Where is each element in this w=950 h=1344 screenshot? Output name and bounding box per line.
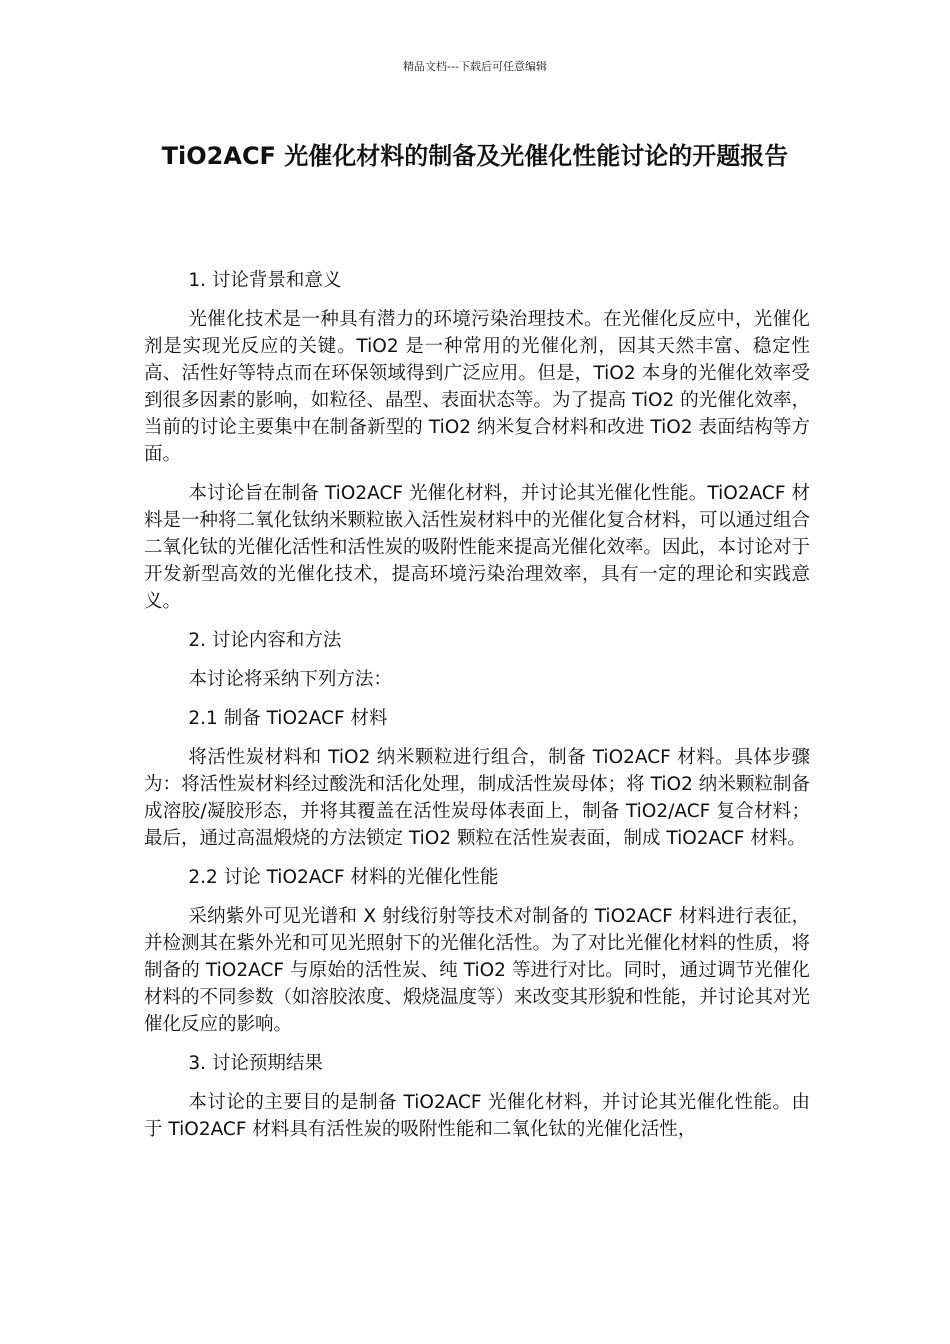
section-heading: 1. 讨论背景和意义: [188, 270, 342, 291]
subsection-heading: 2.2 讨论 TiO2ACF 材料的光催化性能: [188, 867, 499, 888]
document-body: [144, 267, 810, 1155]
header-note: 精品文档---下载后可任意编辑: [403, 60, 547, 73]
paragraph: 采纳紫外可见光谱和 X 射线衍射等技术对制备的 TiO2ACF 材料进行表征，并检测其在紫外光和可见光照射下的光催化活性。为了对比光催化材料的性质，将制备的 TiO2ACF 与原始的活性炭、纯 TiO2 等进行对比。同时，通过调节光催化材料的不同参数（如溶胶浓度、煅烧温度等）来改变其形貌和性能，并讨论其对光催化反应的影响。: [144, 906, 811, 1035]
paragraph: 本讨论的主要目的是制备 TiO2ACF 光催化材料，并讨论其光催化性能。由于 TiO2ACF 材料具有活性炭的吸附性能和二氧化钛的光催化活性，: [144, 1092, 810, 1140]
subsection-heading: 2.1 制备 TiO2ACF 材料: [188, 708, 388, 729]
paragraph: 光催化技术是一种具有潜力的环境污染治理技术。在光催化反应中，光催化剂是实现光反应的关键。TiO2 是一种常用的光催化剂，因其天然丰富、稳定性高、活性好等特点而在环保领域得到广泛应用。但是，TiO2 本身的光催化效率受到很多因素的影响，如粒径、晶型、表面状态等。为了提高 TiO2 的光催化效率，当前的讨论主要集中在制备新型的 TiO2 纳米复合材料和改进 TiO2 表面结构等方面。: [144, 309, 810, 465]
paragraph: 本讨论旨在制备 TiO2ACF 光催化材料，并讨论其光催化性能。TiO2ACF 材料是一种将二氧化钛纳米颗粒嵌入活性炭材料中的光催化复合材料，可以通过组合二氧化钛的光催化活性和活性炭的吸附性能来提高光催化效率。因此，本讨论对于开发新型高效的光催化技术，提高环境污染治理效率，具有一定的理论和实践意义。: [144, 483, 811, 612]
paragraph: 将活性炭材料和 TiO2 纳米颗粒进行组合，制备 TiO2ACF 材料。具体步骤为：将活性炭材料经过酸洗和活化处理，制成活性炭母体；将 TiO2 纳米颗粒制备成溶胶/凝胶形态，并将其覆盖在活性炭母体表面上，制备 TiO2/ACF 复合材料；最后，通过高温煅烧的方法锁定 TiO2 颗粒在活性炭表面，制成 TiO2ACF 材料。: [144, 747, 810, 849]
document-title: TiO2ACF 光催化材料的制备及光催化性能讨论的开题报告: [161, 142, 789, 170]
method-intro: 本讨论将采纳下列方法：: [188, 669, 392, 690]
section-heading: 3. 讨论预期结果: [188, 1053, 323, 1074]
section-heading: 2. 讨论内容和方法: [188, 630, 342, 651]
